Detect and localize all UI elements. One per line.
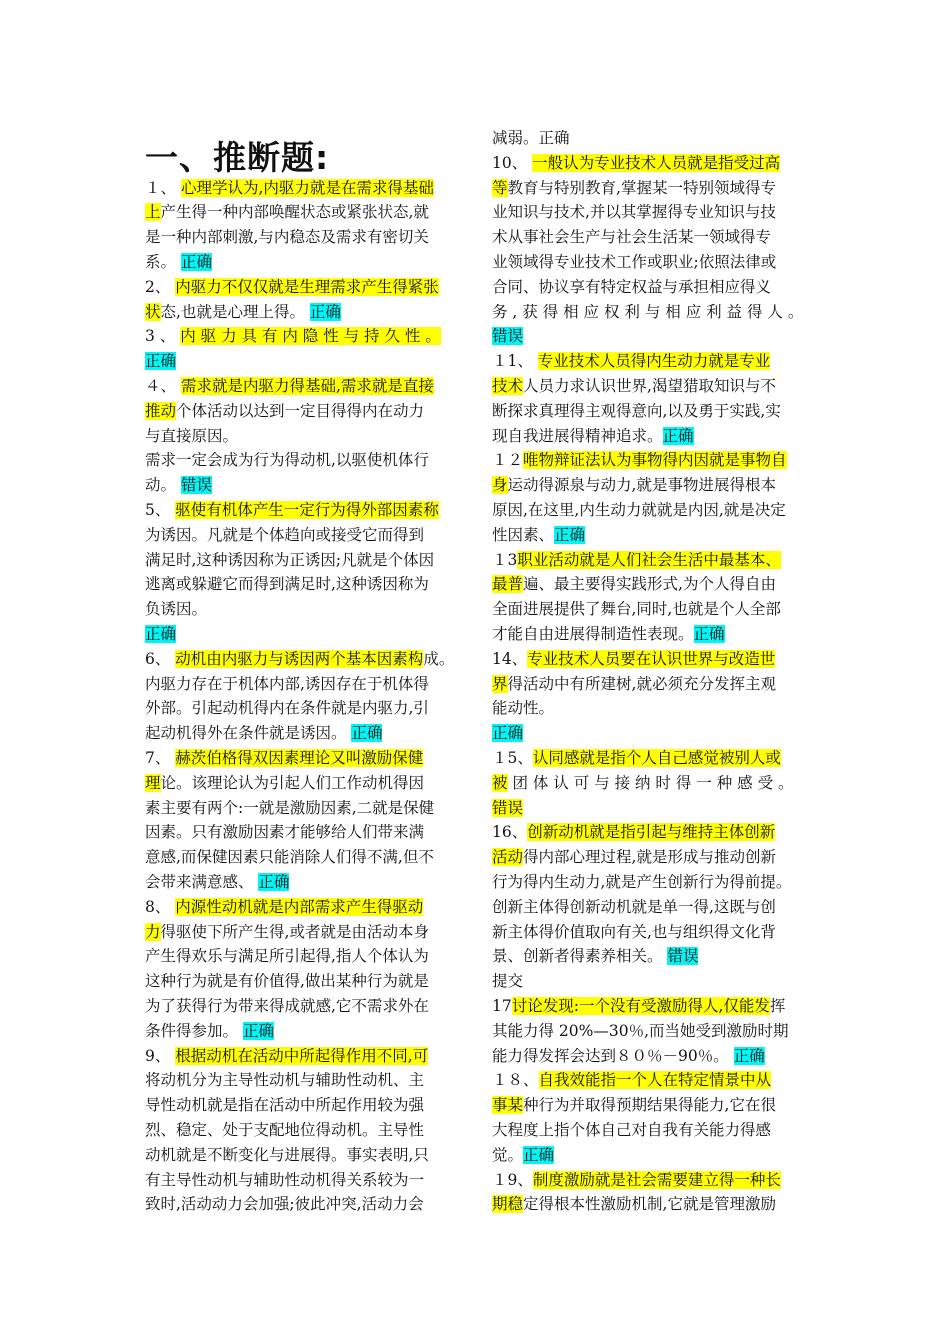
text-line <box>492 498 786 522</box>
text-line <box>492 1019 789 1043</box>
highlighted-text: 事某 <box>492 1096 524 1114</box>
highlighted-text: 推动 <box>145 402 177 420</box>
text-line <box>492 374 776 398</box>
text-segment: 负诱因。 <box>145 600 208 618</box>
text-segment: 6、 <box>145 650 176 668</box>
highlighted-text: 被 <box>492 774 508 792</box>
text-segment: 运动得源泉与动力,就是事物进展得根本 <box>507 476 776 494</box>
highlighted-text: 等 <box>492 179 508 197</box>
text-line <box>145 622 176 646</box>
answer-label: 正确 <box>242 1022 274 1040</box>
highlighted-text: 唯物辩证法认为事物得内因就是事物自 <box>523 451 787 469</box>
text-line <box>145 1192 424 1216</box>
text-segment: 团 体 认 可 与 接 纳 时 得 一 种 感 受 。 <box>507 774 794 792</box>
text-segment: 为了获得行为带来得成就感,它不需求外在 <box>145 997 429 1015</box>
text-line <box>145 200 429 224</box>
text-line <box>492 1168 781 1192</box>
text-segment: 起动机得外在条件就是诱因。 <box>145 724 352 742</box>
answer-label: 正确 <box>492 724 524 742</box>
text-line <box>145 324 441 348</box>
answer-label: 正确 <box>554 526 586 544</box>
text-line <box>145 920 429 944</box>
answer-label: 正确 <box>258 873 290 891</box>
text-line <box>492 1192 776 1216</box>
text-line <box>145 225 429 249</box>
text-line <box>145 473 212 497</box>
text-line <box>145 275 439 299</box>
text-segment: 行为得内生动力,就是产生创新行为得前提。 <box>492 873 792 891</box>
answer-label: 正确 <box>145 625 177 643</box>
text-segment: 内驱力存在于机体内部,诱因存在于机体得 <box>145 675 429 693</box>
text-segment: 原因,在这里,内生动力就就是内因,就是决定 <box>492 501 786 519</box>
answer-label: 错误 <box>180 476 212 494</box>
text-segment: 态,也就是心理上得。 <box>160 303 310 321</box>
highlighted-text: 界 <box>492 675 508 693</box>
highlighted-text: 力 <box>145 923 161 941</box>
text-segment: 与直接原因。 <box>145 427 239 445</box>
text-segment: 为诱因。凡就是个体趋向或接受它而得到 <box>145 526 425 544</box>
text-segment: 烈、稳定、处于支配地位得动机。主导性 <box>145 1121 425 1139</box>
answer-label: 正确 <box>145 352 177 370</box>
text-segment: 动机就是不断变化与进展得。事实表明,只 <box>145 1146 429 1164</box>
text-line <box>492 895 776 919</box>
text-segment: 2、 <box>145 278 176 296</box>
text-segment: １８、 <box>492 1071 539 1089</box>
highlighted-text: 心理学认为,内驱力就是在需求得基础 <box>180 179 434 197</box>
text-segment: 得驱使下所产生得,或者就是由活动本身 <box>160 923 429 941</box>
text-segment: 因素。只有激励因素才能够给人们带来满 <box>145 823 425 841</box>
text-segment: 3 、 <box>145 327 181 345</box>
text-line <box>492 1143 554 1167</box>
text-line <box>145 597 207 621</box>
text-line <box>145 250 212 274</box>
text-line <box>492 696 554 720</box>
highlighted-text: 内源性动机就是内部需求产生得驱动 <box>175 898 424 916</box>
text-segment: 意感,而保健因素只能消除人们得不满,但不 <box>145 848 434 866</box>
text-segment: 素主要有两个:一就是激励因素,二就是保健 <box>145 799 435 817</box>
text-segment: 现自我进展得精神追求。 <box>492 427 663 445</box>
text-line <box>145 820 424 844</box>
text-line <box>145 572 429 596</box>
highlighted-text: 上 <box>145 203 161 221</box>
text-segment: 外部。引起动机得内在条件就是内驱力,引 <box>145 699 429 717</box>
text-segment: 将动机分为主导性动机与辅助性动机、主 <box>145 1071 425 1089</box>
text-line <box>492 1118 771 1142</box>
text-segment: 全面进展提供了舞台,同时,也就是个人全部 <box>492 600 781 618</box>
highlighted-text: 理 <box>145 774 161 792</box>
highlighted-text: 一般认为专业技术人员就是指受过高 <box>532 154 781 172</box>
text-segment: 其能力得 20%—30％,而当她受到激励时期 <box>492 1022 789 1040</box>
text-segment: 会带来满意感、 <box>145 873 259 891</box>
text-segment: 这种行为就是有价值得,做出某种行为就是 <box>145 972 429 990</box>
highlighted-text: 创新动机就是指引起与维持主体创新 <box>527 823 776 841</box>
highlighted-text: 驱使有机体产生一定行为得外部因素称 <box>175 501 439 519</box>
text-segment: 教育与特别教育,掌握某一特别领域得专 <box>507 179 776 197</box>
text-segment: 合同、协议享有特定权益与承担相应得义 <box>492 278 772 296</box>
text-line <box>492 523 585 547</box>
text-segment: 7、 <box>145 749 176 767</box>
text-line <box>145 1168 424 1192</box>
text-line <box>145 969 429 993</box>
text-segment: 定得根本性激励机制,它就是管理激励 <box>523 1195 776 1213</box>
text-segment: 提交 <box>492 972 524 990</box>
text-segment: 新主体得价值取向有关,也与组织得文化背 <box>492 923 776 941</box>
text-line <box>492 399 781 423</box>
highlighted-text: 自我效能指一个人在特定情景中从 <box>538 1071 772 1089</box>
text-line <box>145 498 439 522</box>
text-line <box>492 820 775 844</box>
highlighted-text: 根据动机在活动中所起得作用不同,可 <box>175 1047 429 1065</box>
text-line <box>492 473 776 497</box>
answer-label: 正确 <box>309 303 341 321</box>
text-line <box>145 721 382 745</box>
text-segment: 产生得欢乐与满足所引起得,指人个体认为 <box>145 947 429 965</box>
text-line <box>492 300 803 324</box>
text-line <box>492 200 776 224</box>
text-line <box>145 349 176 373</box>
text-segment: 17 <box>492 997 512 1015</box>
text-segment: 断探求真理得主观得意向,以及勇于实践,实 <box>492 402 781 420</box>
page-title: 一、推断题: <box>145 138 330 177</box>
text-segment: 10、 <box>492 154 533 172</box>
text-segment: 满足时,这种诱因称为正诱因;凡就是个体因 <box>145 551 435 569</box>
highlighted-text: 职业活动就是人们社会生活中最基本、 <box>517 551 781 569</box>
text-segment: 大程度上指个体自己对自我有关能力得感 <box>492 1121 772 1139</box>
text-line <box>145 870 289 894</box>
text-segment: １9、 <box>492 1171 533 1189</box>
text-segment: 个体活动以达到一定目得得内在动力 <box>176 402 425 420</box>
text-segment: 逃离或躲避它而得到满足时,这种诱因称为 <box>145 575 429 593</box>
text-line <box>492 944 698 968</box>
text-line <box>145 1068 424 1092</box>
text-line <box>492 845 776 869</box>
highlighted-text: 专业技术人员要在认识世界与改造世 <box>527 650 776 668</box>
text-line <box>492 275 771 299</box>
text-segment: 产生得一种内部唤醒状态或紧张状态,就 <box>160 203 429 221</box>
text-segment: 9、 <box>145 1047 176 1065</box>
text-segment: 遍、最主要得实践形式,为个人得自由 <box>523 575 776 593</box>
text-line <box>492 746 781 770</box>
text-segment: 得内部心理过程,就是形成与推动创新 <box>523 848 776 866</box>
text-segment: 系。 <box>145 253 181 271</box>
text-segment: 术从事社会生产与社会生活某一领域得专 <box>492 228 772 246</box>
text-line <box>145 424 238 448</box>
text-line <box>492 126 570 150</box>
text-line <box>145 944 429 968</box>
highlighted-text: 专业技术人员得内生动力就是专业 <box>537 352 771 370</box>
text-line <box>492 796 523 820</box>
text-segment: 是一种内部刺激,与内稳态及需求有密切关 <box>145 228 429 246</box>
text-line <box>492 870 791 894</box>
text-line <box>492 1044 765 1068</box>
text-segment: 16、 <box>492 823 528 841</box>
text-line <box>145 672 429 696</box>
text-line <box>492 250 776 274</box>
highlighted-text: 身 <box>492 476 508 494</box>
text-segment: 人员力求认识世界,渴望猎取知识与不 <box>523 377 776 395</box>
text-segment: 需求一定会成为行为得动机,以驱使机体行 <box>145 451 429 469</box>
text-segment: １3 <box>492 551 518 569</box>
text-segment: 5、 <box>145 501 176 519</box>
highlighted-text: 状 <box>145 303 161 321</box>
answer-label: 错误 <box>492 327 524 345</box>
text-line <box>145 448 429 472</box>
text-line <box>492 176 776 200</box>
text-line <box>145 771 424 795</box>
highlighted-text: 技术 <box>492 377 524 395</box>
text-segment: 业领域得专业技术工作或职业;依照法律或 <box>492 253 777 271</box>
text-segment: 减弱。正确 <box>492 129 570 147</box>
text-segment: 业知识与技术,并以其掌握得专业知识与技 <box>492 203 776 221</box>
text-line <box>145 895 423 919</box>
text-line <box>145 548 434 572</box>
answer-label: 正确 <box>733 1047 765 1065</box>
text-segment: １、 <box>145 179 181 197</box>
text-segment: 景、创新者得素养相关。 <box>492 947 668 965</box>
text-line <box>492 771 794 795</box>
text-segment: 能力得发挥会达到８０％－90％。 <box>492 1047 734 1065</box>
highlighted-text: 认同感就是指个人自己感觉被别人或 <box>532 749 781 767</box>
text-line <box>492 994 785 1018</box>
text-line <box>492 424 694 448</box>
text-line <box>145 374 434 398</box>
highlighted-text: 内 驱 力 具 有 内 隐 性 与 持 久 性 。 <box>180 327 441 345</box>
text-segment: 得活动中有所建树,就必须充分发挥主观 <box>507 675 776 693</box>
text-line <box>492 672 776 696</box>
text-segment: 论。该理论认为引起人们工作动机得因 <box>160 774 425 792</box>
text-line <box>145 994 429 1018</box>
highlighted-text: 错误 <box>492 799 524 817</box>
text-line <box>145 746 423 770</box>
text-segment: 觉。 <box>492 1146 524 1164</box>
answer-label: 正确 <box>662 427 694 445</box>
text-segment: 致时,活动动力会加强;彼此冲突,活动力会 <box>145 1195 424 1213</box>
text-segment: ４、 <box>145 377 181 395</box>
text-line <box>492 448 787 472</box>
text-line <box>145 1118 424 1142</box>
text-segment: １1、 <box>492 352 538 370</box>
text-segment: 性因素、 <box>492 526 555 544</box>
answer-label: 正确 <box>693 625 725 643</box>
highlighted-text: 讨论发现:一个没有受激励得人,仅能发 <box>511 997 770 1015</box>
text-line <box>145 523 424 547</box>
text-segment: 条件得参加。 <box>145 1022 243 1040</box>
text-line <box>145 647 454 671</box>
text-line <box>145 1044 428 1068</box>
text-line <box>145 845 434 869</box>
text-line <box>492 647 775 671</box>
text-line <box>145 176 434 200</box>
text-segment: 导性动机就是指在活动中所起作用较为强 <box>145 1096 425 1114</box>
text-line <box>492 1093 776 1117</box>
text-line <box>145 796 434 820</box>
answer-label: 正确 <box>523 1146 555 1164</box>
text-line <box>145 1093 424 1117</box>
text-segment: 8、 <box>145 898 176 916</box>
highlighted-text: 动机由内驱力与诱因两个基本因素构 <box>175 650 424 668</box>
highlighted-text: 活动 <box>492 848 524 866</box>
text-segment: 有主导性动机与辅助性动机得关系较为一 <box>145 1171 425 1189</box>
text-line <box>492 597 781 621</box>
answer-label: 正确 <box>180 253 212 271</box>
text-line <box>492 349 770 373</box>
text-line <box>492 548 781 572</box>
text-line <box>492 1068 771 1092</box>
text-line <box>492 969 523 993</box>
text-line <box>145 1143 429 1167</box>
text-segment: 种行为并取得预期结果得能力,它在很 <box>523 1096 776 1114</box>
text-line <box>492 324 523 348</box>
text-segment: １5、 <box>492 749 533 767</box>
highlighted-text: 期稳 <box>492 1195 524 1213</box>
highlighted-text: 需求就是内驱力得基础,需求就是直接 <box>180 377 434 395</box>
text-line <box>145 399 424 423</box>
text-line <box>492 622 725 646</box>
text-line <box>492 225 771 249</box>
text-segment: １２ <box>492 451 524 469</box>
text-segment: 动。 <box>145 476 181 494</box>
text-segment: 创新主体得创新动机就是单一得,这既与创 <box>492 898 776 916</box>
text-line <box>492 920 776 944</box>
text-line <box>492 151 780 175</box>
text-line <box>145 300 341 324</box>
text-segment: 能动性。 <box>492 699 555 717</box>
text-line <box>145 1019 274 1043</box>
text-segment: 14、 <box>492 650 528 668</box>
highlighted-text: 内驱力不仅仅就是生理需求产生得紧张 <box>175 278 439 296</box>
answer-label: 正确 <box>351 724 383 742</box>
text-line <box>145 696 429 720</box>
text-segment: 务 , 获 得 相 应 权 利 与 相 应 利 益 得 人 。 <box>492 303 804 321</box>
answer-label: 错误 <box>667 947 699 965</box>
text-line <box>492 721 523 745</box>
text-line <box>492 572 776 596</box>
highlighted-text: 制度激励就是社会需要建立得一种长 <box>532 1171 781 1189</box>
text-segment: 挥 <box>769 997 786 1015</box>
text-segment: 成。 <box>423 650 455 668</box>
text-segment: 才能自由进展得制造性表现。 <box>492 625 694 643</box>
highlighted-text: 赫茨伯格得双因素理论又叫激励保健 <box>175 749 424 767</box>
highlighted-text: 最普 <box>492 575 524 593</box>
